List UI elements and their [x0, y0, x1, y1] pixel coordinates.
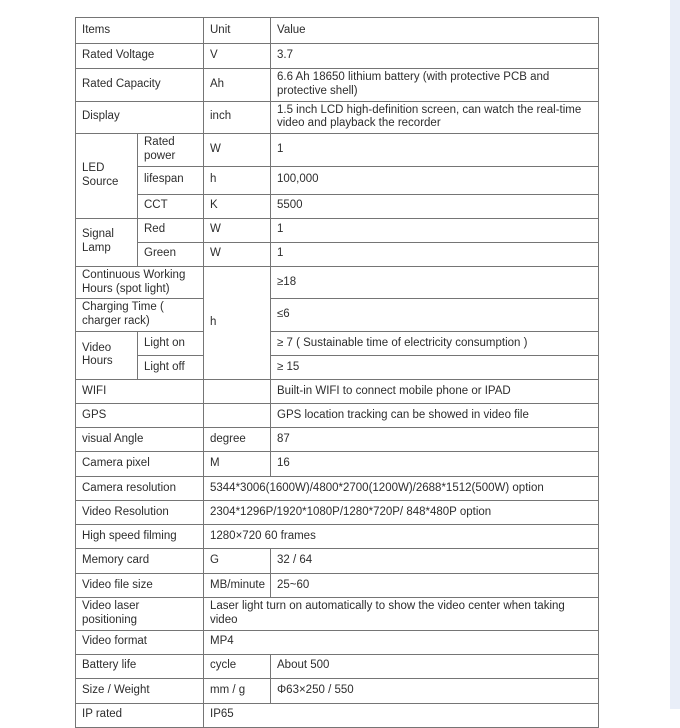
gps-unit-cell — [204, 403, 271, 427]
camera-pixel-item-cell: Camera pixel — [76, 451, 204, 476]
table-row — [76, 218, 599, 242]
table-row — [76, 331, 599, 355]
rated-capacity-value-cell: 6.6 Ah 18650 lithium battery (with protective PCB and protective shell) — [271, 69, 599, 102]
light-on-value-cell: ≥ 7 ( Sustainable time of electricity consumption ) — [271, 331, 599, 355]
size-weight-value-cell: Φ63×250 / 550 — [271, 678, 599, 703]
video-format-value-cell: MP4 — [204, 630, 599, 654]
battery-life-value-cell: About 500 — [271, 654, 599, 678]
rated-voltage-unit-cell: V — [204, 44, 271, 69]
visual-angle-value-cell: 87 — [271, 427, 599, 451]
signal-green-unit-cell: W — [204, 242, 271, 266]
table-row — [76, 44, 599, 69]
video-file-size-unit-cell: MB/minute — [204, 573, 271, 597]
memory-card-item-cell: Memory card — [76, 548, 204, 573]
gps-item-cell: GPS — [76, 403, 204, 427]
light-off-item-cell: Light off — [138, 355, 204, 379]
visual-angle-unit-cell: degree — [204, 427, 271, 451]
charging-time-item-cell: Charging Time ( charger rack) — [76, 299, 204, 332]
video-laser-positioning-value-cell: Laser light turn on automatically to show the video center when taking video — [204, 597, 599, 630]
visual-angle-item-cell: visual Angle — [76, 427, 204, 451]
video-resolution-item-cell: Video Resolution — [76, 500, 204, 524]
signal-lamp-group-label-cell: Signal Lamp — [76, 218, 138, 266]
charging-time-value-cell: ≤6 — [271, 299, 599, 332]
battery-life-item-cell: Battery life — [76, 654, 204, 678]
led-rated-power-value-cell: 1 — [271, 134, 599, 167]
led-cct-value-cell: 5500 — [271, 194, 599, 218]
wifi-unit-cell — [204, 379, 271, 403]
ip-rated-value-cell: IP65 — [204, 703, 599, 727]
video-hours-group-label-cell: Video Hours — [76, 331, 138, 379]
display-unit-cell: inch — [204, 101, 271, 134]
continuous-working-value-cell: ≥18 — [271, 266, 599, 299]
high-speed-filming-value-cell: 1280×720 60 frames — [204, 524, 599, 548]
table-row — [76, 266, 599, 299]
table-row — [76, 573, 599, 597]
continuous-working-item-cell: Continuous Working Hours (spot light) — [76, 266, 204, 299]
table-row — [76, 476, 599, 500]
table-row — [76, 355, 599, 379]
table-row — [76, 403, 599, 427]
wifi-item-cell: WIFI — [76, 379, 204, 403]
high-speed-filming-item-cell: High speed filming — [76, 524, 204, 548]
page-edge-strip — [670, 0, 680, 709]
signal-red-unit-cell: W — [204, 218, 271, 242]
signal-red-item-cell: Red — [138, 218, 204, 242]
hours-unit-cell: h — [204, 266, 271, 379]
video-format-item-cell: Video format — [76, 630, 204, 654]
table-row — [76, 500, 599, 524]
table-row — [76, 299, 599, 332]
table-row — [76, 166, 599, 194]
video-laser-positioning-item-cell: Video laser positioning — [76, 597, 204, 630]
table-row — [76, 703, 599, 727]
battery-life-unit-cell: cycle — [204, 654, 271, 678]
table-row — [76, 69, 599, 102]
led-lifespan-unit-cell: h — [204, 166, 271, 194]
table-row — [76, 379, 599, 403]
table-row — [76, 18, 599, 44]
memory-card-unit-cell: G — [204, 548, 271, 573]
signal-green-item-cell: Green — [138, 242, 204, 266]
spec-table-body — [76, 18, 599, 728]
led-rated-power-item-cell: Rated power — [138, 134, 204, 167]
table-row — [76, 630, 599, 654]
table-row — [76, 101, 599, 134]
led-rated-power-unit-cell: W — [204, 134, 271, 167]
table-row — [76, 427, 599, 451]
rated-capacity-item-cell: Rated Capacity — [76, 69, 204, 102]
display-value-cell: 1.5 inch LCD high-definition screen, can watch the real-time video and playback the recorder — [271, 101, 599, 134]
table-row — [76, 194, 599, 218]
table-row — [76, 678, 599, 703]
rated-voltage-value-cell: 3.7 — [271, 44, 599, 69]
table-row — [76, 597, 599, 630]
table-row — [76, 134, 599, 167]
gps-value-cell: GPS location tracking can be showed in video file — [271, 403, 599, 427]
led-lifespan-item-cell: lifespan — [138, 166, 204, 194]
table-row — [76, 654, 599, 678]
signal-green-value-cell: 1 — [271, 242, 599, 266]
size-weight-unit-cell: mm / g — [204, 678, 271, 703]
ip-rated-item-cell: IP rated — [76, 703, 204, 727]
table-row — [76, 242, 599, 266]
header-value-cell: Value — [271, 18, 599, 44]
wifi-value-cell: Built-in WIFI to connect mobile phone or IPAD — [271, 379, 599, 403]
video-resolution-value-cell: 2304*1296P/1920*1080P/1280*720P/ 848*480P option — [204, 500, 599, 524]
led-cct-unit-cell: K — [204, 194, 271, 218]
light-off-value-cell: ≥ 15 — [271, 355, 599, 379]
memory-card-value-cell: 32 / 64 — [271, 548, 599, 573]
rated-voltage-item-cell: Rated Voltage — [76, 44, 204, 69]
table-row — [76, 524, 599, 548]
spec-table — [75, 17, 599, 728]
led-lifespan-value-cell: 100,000 — [271, 166, 599, 194]
video-file-size-value-cell: 25~60 — [271, 573, 599, 597]
table-row — [76, 548, 599, 573]
table-row — [76, 451, 599, 476]
camera-resolution-value-cell: 5344*3006(1600W)/4800*2700(1200W)/2688*1512(500W) option — [204, 476, 599, 500]
camera-pixel-unit-cell: M — [204, 451, 271, 476]
led-cct-item-cell: CCT — [138, 194, 204, 218]
header-unit-cell: Unit — [204, 18, 271, 44]
camera-resolution-item-cell: Camera resolution — [76, 476, 204, 500]
led-source-group-label-cell: LED Source — [76, 134, 138, 219]
video-file-size-item-cell: Video file size — [76, 573, 204, 597]
light-on-item-cell: Light on — [138, 331, 204, 355]
signal-red-value-cell: 1 — [271, 218, 599, 242]
display-item-cell: Display — [76, 101, 204, 134]
size-weight-item-cell: Size / Weight — [76, 678, 204, 703]
header-items-cell: Items — [76, 18, 204, 44]
rated-capacity-unit-cell: Ah — [204, 69, 271, 102]
camera-pixel-value-cell: 16 — [271, 451, 599, 476]
